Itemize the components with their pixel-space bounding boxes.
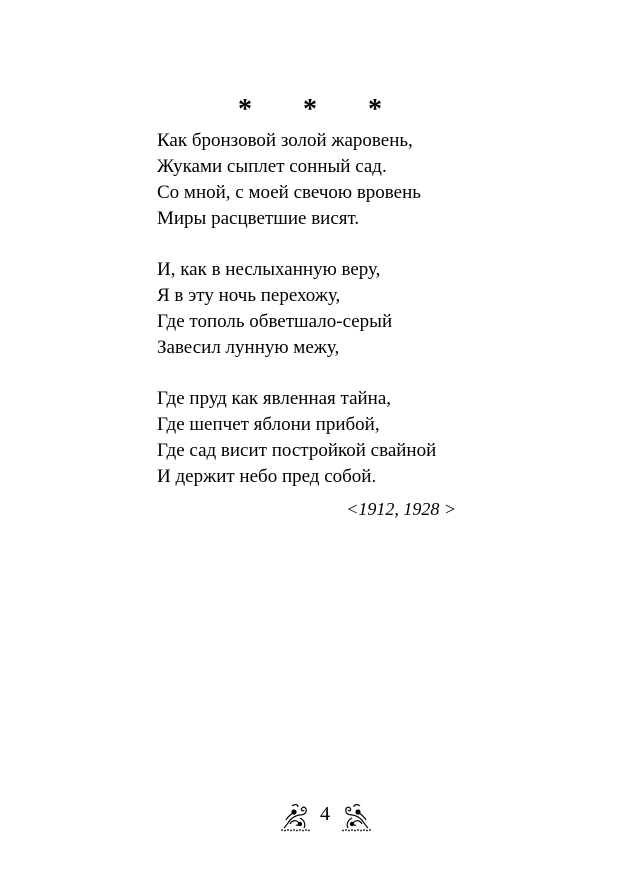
section-asterisks: * * * [238, 94, 404, 125]
page-footer [0, 796, 620, 836]
poem-line: Где пруд как явленная тайна, [157, 388, 392, 409]
poem-line: Где сад висит постройкой свайной [157, 440, 437, 461]
poem-line: Миры расцветшие висят. [157, 208, 360, 229]
stanza-2 [157, 257, 577, 361]
poem-line: Где тополь обветшало-серый [157, 311, 393, 332]
poem-line: Я в эту ночь перехожу, [157, 285, 341, 306]
stanza-3 [157, 386, 577, 490]
stanza-1 [157, 128, 577, 232]
page-number: 4 [320, 803, 330, 825]
poem [157, 128, 577, 515]
floral-ornament-icon [340, 798, 372, 832]
poem-line: Со мной, с моей свечою вровень [157, 182, 421, 203]
poem-line: Жуками сыплет сонный сад. [157, 156, 387, 177]
poem-line: Как бронзовой золой жаровень, [157, 130, 413, 151]
poem-line: Завесил лунную межу, [157, 337, 340, 358]
poem-date: <1912, 1928 > [346, 499, 456, 519]
poem-line: И, как в неслыханную веру, [157, 259, 381, 280]
floral-ornament-icon [280, 798, 312, 832]
poem-line: И держит небо пред собой. [157, 466, 377, 487]
poem-line: Где шепчет яблони прибой, [157, 414, 380, 435]
